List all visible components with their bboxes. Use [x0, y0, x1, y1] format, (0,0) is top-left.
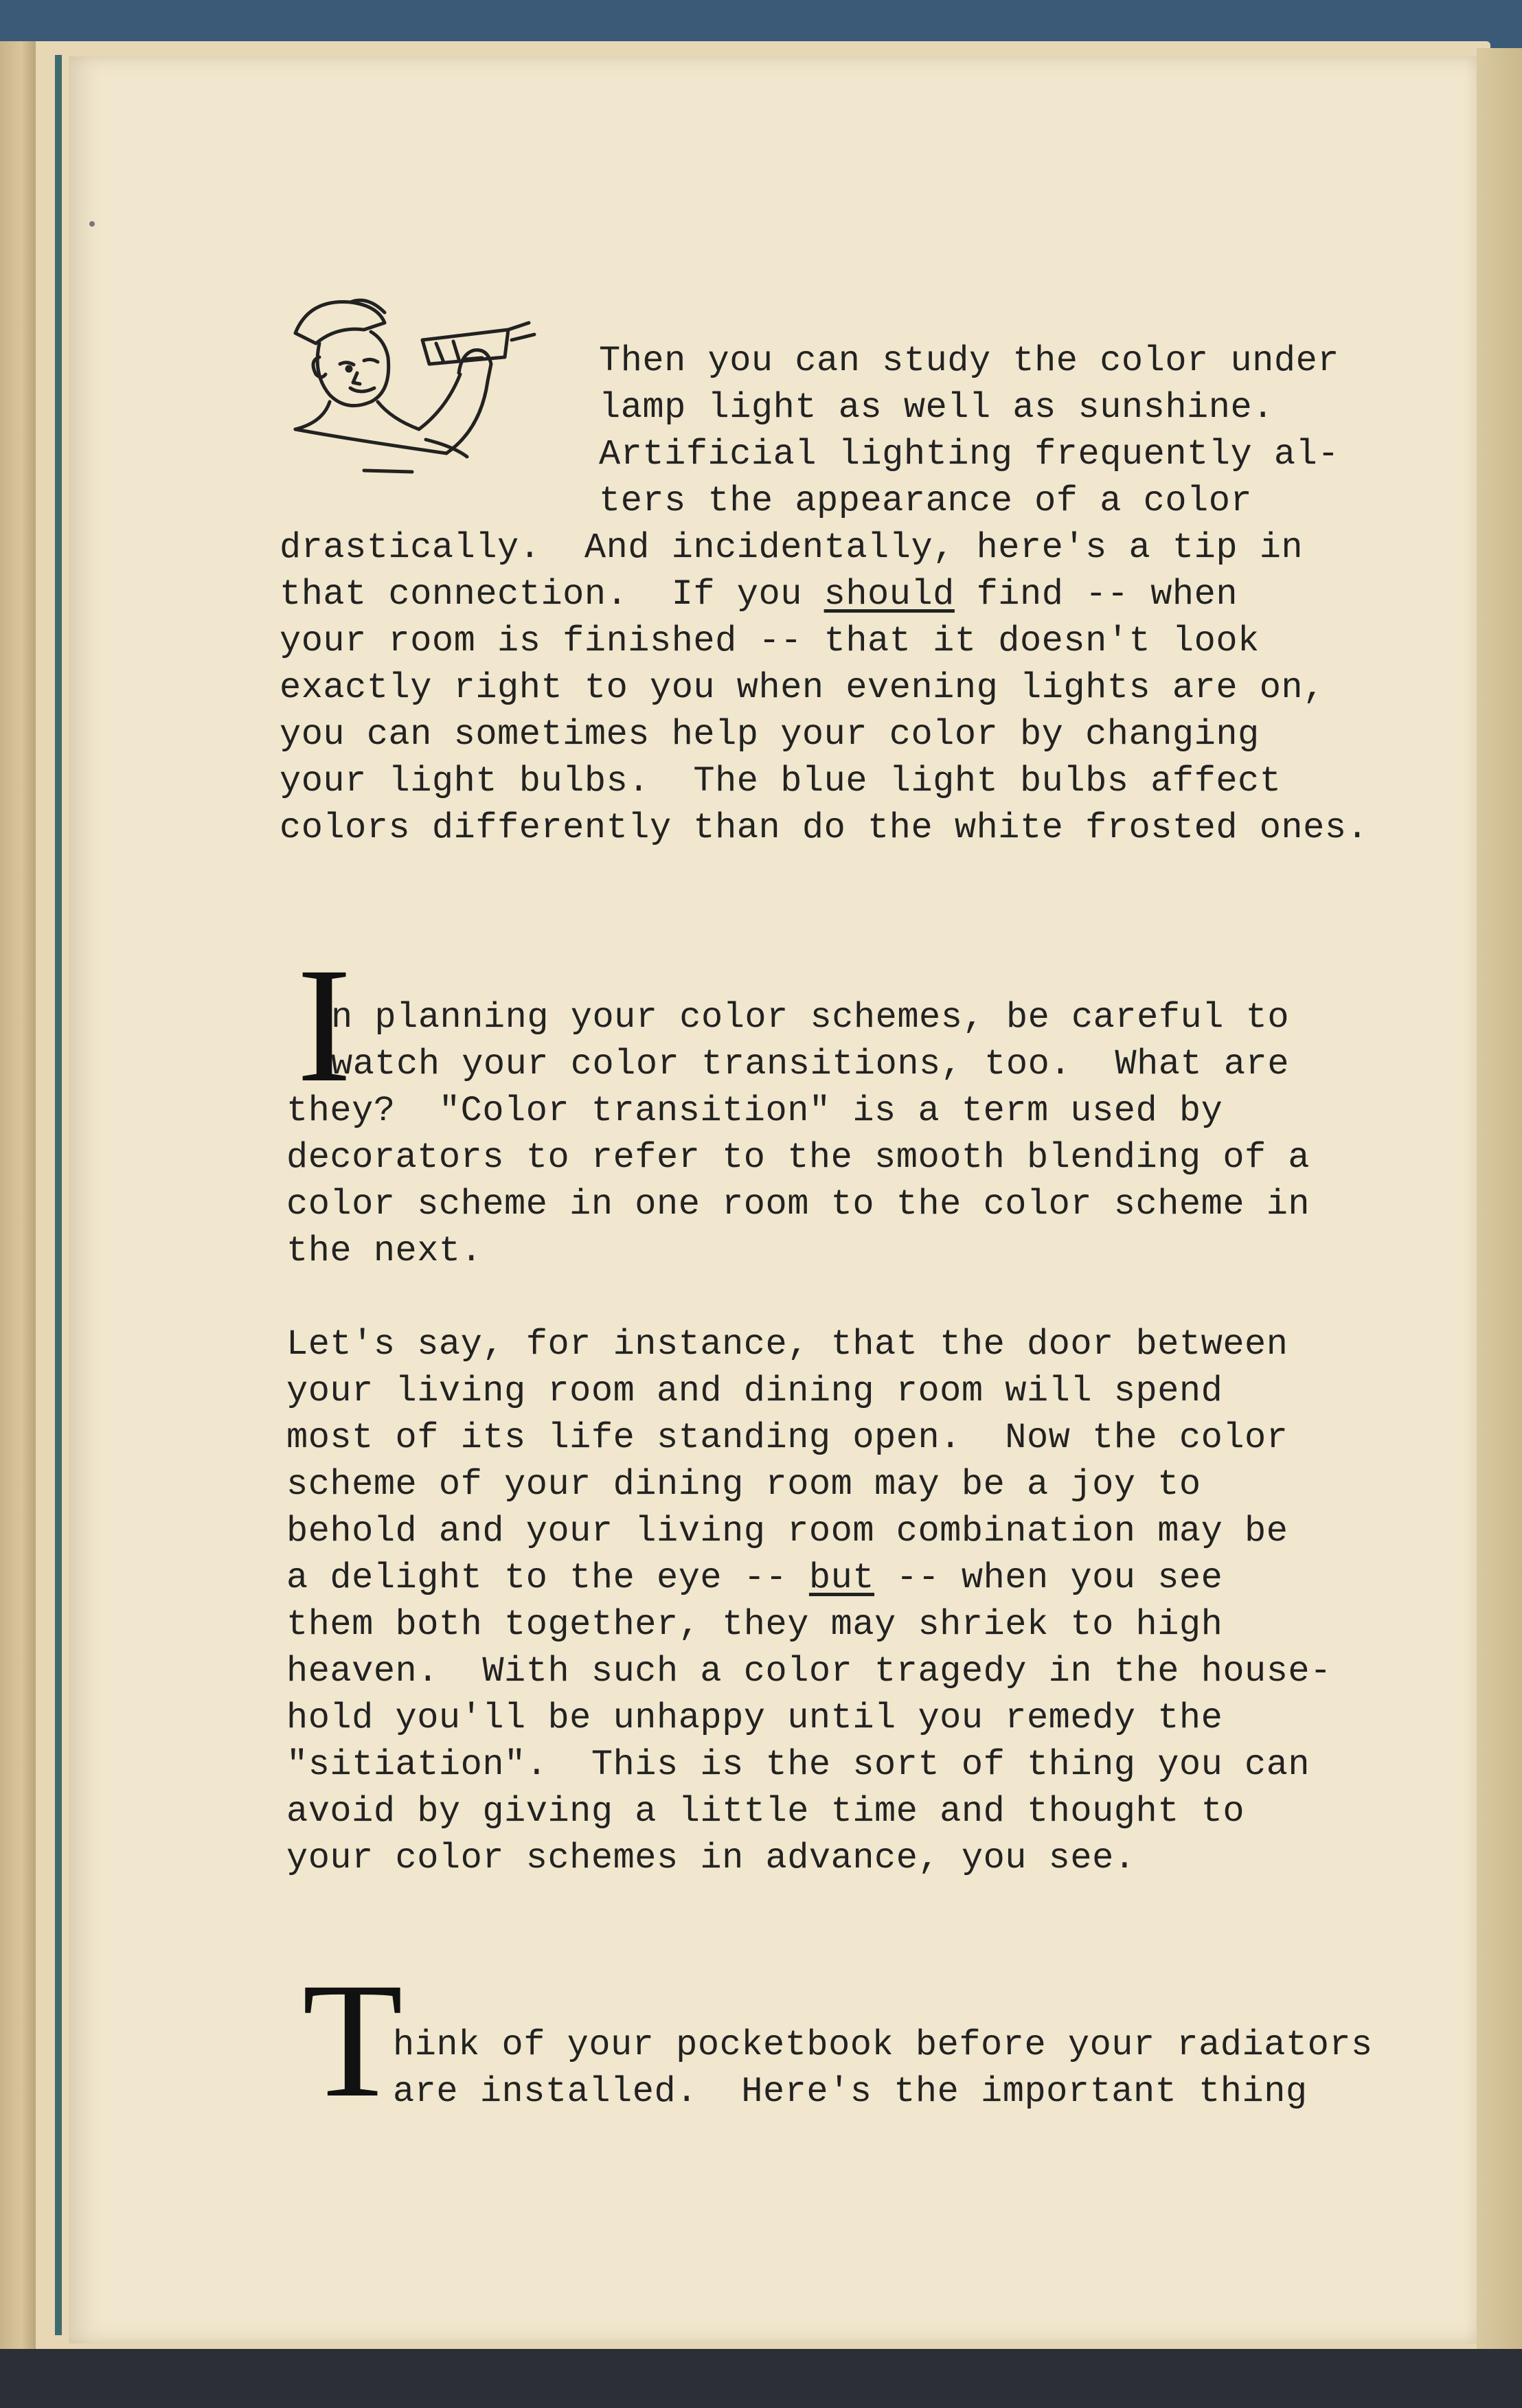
- para1-line1: Then you can study the color under: [599, 341, 1339, 381]
- para3-line1: Let's say, for instance, that the door between: [286, 1324, 1288, 1365]
- underlined-but: but: [808, 1558, 875, 1598]
- para2-line2: watch your color transitions, too. What are: [331, 1044, 1290, 1084]
- para2-line5: color scheme in one room to the color scheme in: [286, 1184, 1310, 1225]
- para3-line7: them both together, they may shriek to high: [286, 1604, 1223, 1645]
- para1-line6: [280, 571, 1238, 618]
- para1-line10: your light bulbs. The blue light bulbs affect: [280, 761, 1282, 802]
- para1-line4: ters the appearance of a color: [599, 481, 1253, 521]
- gutter-binding: [55, 55, 62, 2335]
- para2-line3: they? "Color transition" is a term used by: [286, 1091, 1223, 1131]
- para3-line6: [286, 1555, 1223, 1602]
- paper-speck: [89, 221, 95, 227]
- para3-line6-b: -- when you see: [874, 1558, 1223, 1598]
- para1-line8: exactly right to you when evening lights are on,: [280, 668, 1325, 708]
- para3-line11: avoid by giving a little time and thought to: [286, 1791, 1245, 1832]
- para1-line6-a: that connection. If you: [280, 574, 824, 615]
- para3-line3: most of its life standing open. Now the color: [286, 1418, 1288, 1458]
- para3-line2: your living room and dining room will spend: [286, 1371, 1223, 1411]
- para2-line4: decorators to refer to the smooth blending of a: [286, 1137, 1310, 1178]
- para3-line5: behold and your living room combination may be: [286, 1511, 1288, 1552]
- para1-line5: drastically. And incidentally, here's a tip in: [280, 527, 1304, 568]
- para1-line6-b: find -- when: [954, 574, 1238, 615]
- para1-line3: Artificial lighting frequently al-: [599, 434, 1339, 475]
- book-cover-bottom: [0, 2349, 1522, 2408]
- para1-line2: lamp light as well as sunshine.: [599, 387, 1274, 428]
- para3-line4: scheme of your dining room may be a joy to: [286, 1464, 1201, 1505]
- para3-line6-a: a delight to the eye --: [286, 1558, 809, 1598]
- dropcap-i: I: [297, 933, 352, 1116]
- underlined-should: should: [824, 574, 955, 615]
- para2-line6: the next.: [286, 1231, 483, 1271]
- para3-line10: "sitiation". This is the sort of thing you can: [286, 1745, 1310, 1785]
- para3-line9: hold you'll be unhappy until you remedy the: [286, 1698, 1223, 1738]
- para1-line9: you can sometimes help your color by changing: [280, 714, 1260, 755]
- book-spine: [0, 41, 36, 2349]
- para4-line2: are installed. Here's the important thing: [393, 2071, 1308, 2112]
- para1-line7: your room is finished -- that it doesn't look: [280, 621, 1260, 661]
- workman-with-paint-swatch-icon: [282, 292, 543, 505]
- para2-line1: n planning your color schemes, be careful to: [331, 997, 1290, 1038]
- para3-line8: heaven. With such a color tragedy in the house-: [286, 1651, 1332, 1692]
- dropcap-t: T: [302, 1949, 403, 2131]
- para1-line11: colors differently than do the white frosted ones.: [280, 808, 1369, 848]
- para3-line12: your color schemes in advance, you see.: [286, 1838, 1136, 1878]
- page-edges: [1477, 48, 1522, 2349]
- para4-line1: hink of your pocketbook before your radiators: [393, 2025, 1373, 2065]
